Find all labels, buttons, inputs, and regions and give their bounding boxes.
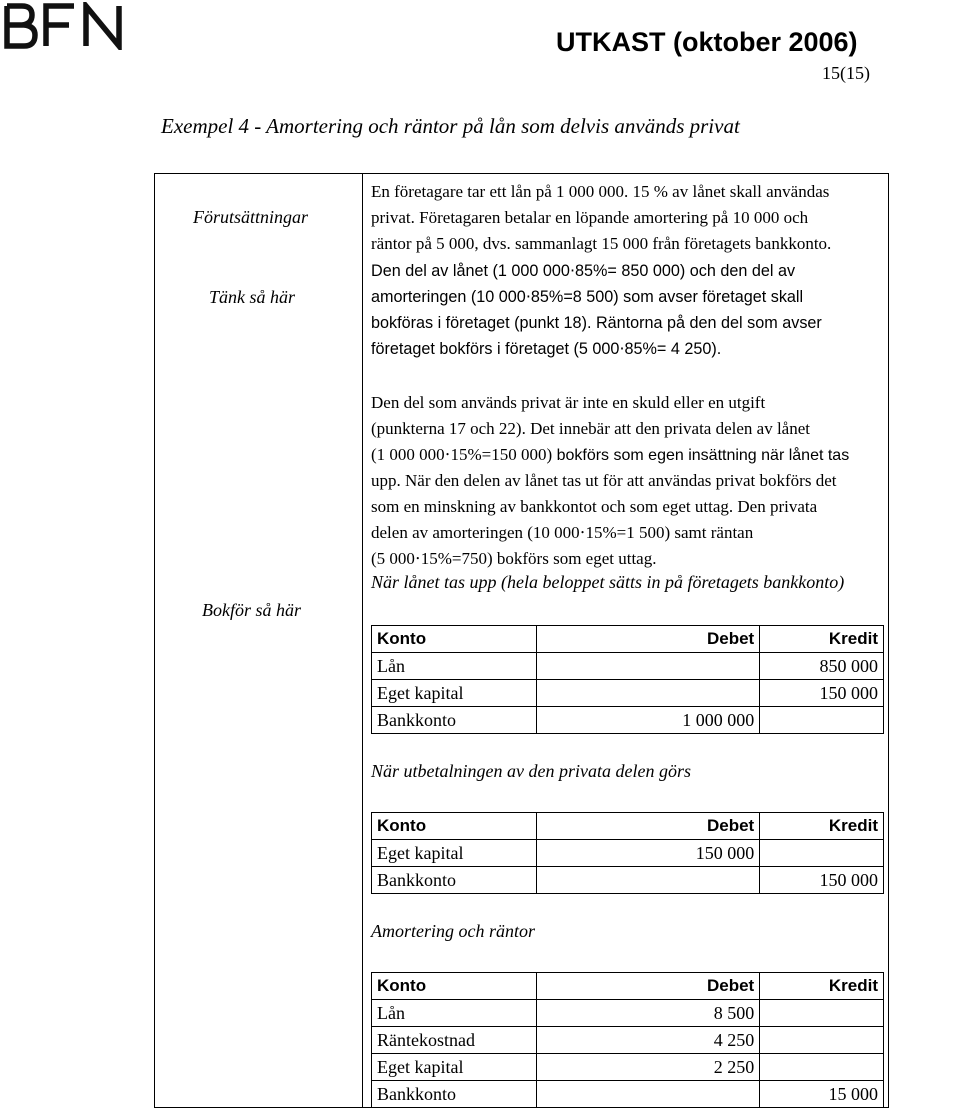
cell-kredit	[760, 1027, 884, 1054]
cell-konto: Bankkonto	[372, 707, 537, 734]
text-fragment: bokförs som egen insättning när lånet tas	[552, 447, 850, 464]
text-line: Den del av lånet (1 000 000⋅85%= 850 000) och den del av	[371, 262, 796, 280]
label-bokfor-sa-har: Bokför så här	[202, 600, 301, 620]
table-row	[372, 1027, 884, 1054]
cell-debet	[536, 653, 759, 680]
bfn-logo	[2, 2, 128, 50]
text-line: räntor på 5 000, dvs. sammanlagt 15 000 från företagets bankkonto.	[371, 234, 832, 253]
private-part-paragraph	[371, 390, 849, 572]
cell-kredit	[760, 707, 884, 734]
text-line: bokföras i företaget (punkt 18). Räntorna på den del som avser	[371, 314, 822, 332]
journal-table-private-payout	[371, 812, 884, 894]
cell-debet: 8 500	[536, 1000, 759, 1027]
header-debet: Debet	[536, 626, 759, 653]
header-debet: Debet	[536, 813, 759, 840]
draft-label: UTKAST (oktober 2006)	[556, 27, 858, 57]
table-row	[372, 653, 884, 680]
cell-konto: Eget kapital	[372, 680, 537, 707]
cell-konto: Bankkonto	[372, 867, 537, 894]
section-title-private-payout: När utbetalningen av den privata delen görs	[371, 761, 691, 781]
cell-kredit: 850 000	[760, 653, 884, 680]
journal-table-loan-taken	[371, 625, 884, 734]
cell-konto: Eget kapital	[372, 840, 537, 867]
text-line: som en minskning av bankkontot och som eget uttag. Den privata	[371, 497, 818, 516]
table-row	[372, 1000, 884, 1027]
text-line: (punkterna 17 och 22). Det innebär att den privata delen av lånet	[371, 419, 810, 438]
text-line: företaget bokförs i företaget (5 000⋅85%= 4 250).	[371, 340, 722, 358]
text-line: privat. Företagaren betalar en löpande amortering på 10 000 och	[371, 208, 809, 227]
text-line: En företagare tar ett lån på 1 000 000. 15 % av lånet skall användas	[371, 182, 830, 201]
example-title: Exempel 4 - Amortering och räntor på lån som delvis används privat	[161, 114, 740, 138]
label-forutsattningar: Förutsättningar	[193, 207, 309, 227]
header-konto: Konto	[372, 973, 537, 1000]
cell-debet: 150 000	[536, 840, 759, 867]
table-row	[372, 707, 884, 734]
cell-konto: Bankkonto	[372, 1081, 537, 1108]
text-line: amorteringen (10 000⋅85%=8 500) som avser företaget skall	[371, 288, 804, 306]
cell-kredit: 150 000	[760, 680, 884, 707]
cell-debet: 4 250	[536, 1027, 759, 1054]
text-line	[371, 442, 849, 468]
label-tank-sa-har: Tänk så här	[209, 287, 296, 307]
cell-debet	[536, 1081, 759, 1108]
journal-table-amortization	[371, 972, 884, 1108]
table-row	[372, 1081, 884, 1108]
cell-kredit	[760, 1054, 884, 1081]
header-kredit: Kredit	[760, 973, 884, 1000]
cell-konto: Eget kapital	[372, 1054, 537, 1081]
section-title-amortization: Amortering och räntor	[371, 921, 535, 941]
page-number: 15(15)	[822, 63, 870, 83]
cell-kredit	[760, 840, 884, 867]
table-header-row	[372, 626, 884, 653]
table-row	[372, 840, 884, 867]
text-line: (5 000⋅15%=750) bokförs som eget uttag.	[371, 549, 657, 568]
header-kredit: Kredit	[760, 813, 884, 840]
table-row	[372, 1054, 884, 1081]
text-line: Den del som används privat är inte en skuld eller en utgift	[371, 393, 766, 412]
cell-kredit: 15 000	[760, 1081, 884, 1108]
table-header-row	[372, 973, 884, 1000]
cell-debet: 2 250	[536, 1054, 759, 1081]
header-kredit: Kredit	[760, 626, 884, 653]
header-konto: Konto	[372, 813, 537, 840]
cell-konto: Räntekostnad	[372, 1027, 537, 1054]
premises-paragraph	[371, 179, 831, 257]
cell-debet: 1 000 000	[536, 707, 759, 734]
cell-konto: Lån	[372, 653, 537, 680]
table-header-row	[372, 813, 884, 840]
table-row	[372, 680, 884, 707]
header-debet: Debet	[536, 973, 759, 1000]
cell-debet	[536, 867, 759, 894]
section-title-loan-taken: När lånet tas upp (hela beloppet sätts in på företagets bankkonto)	[371, 572, 845, 592]
header-konto: Konto	[372, 626, 537, 653]
text-line: delen av amorteringen (10 000⋅15%=1 500) samt räntan	[371, 523, 754, 542]
text-fragment: (1 000 000⋅15%=150 000)	[371, 445, 553, 464]
cell-kredit: 150 000	[760, 867, 884, 894]
reasoning-paragraph	[371, 258, 822, 362]
cell-debet	[536, 680, 759, 707]
cell-kredit	[760, 1000, 884, 1027]
cell-konto: Lån	[372, 1000, 537, 1027]
logo-text: BFN	[2, 2, 4, 3]
text-line: upp. När den delen av lånet tas ut för att användas privat bokförs det	[371, 471, 837, 490]
table-row	[372, 867, 884, 894]
column-divider	[362, 173, 363, 1108]
